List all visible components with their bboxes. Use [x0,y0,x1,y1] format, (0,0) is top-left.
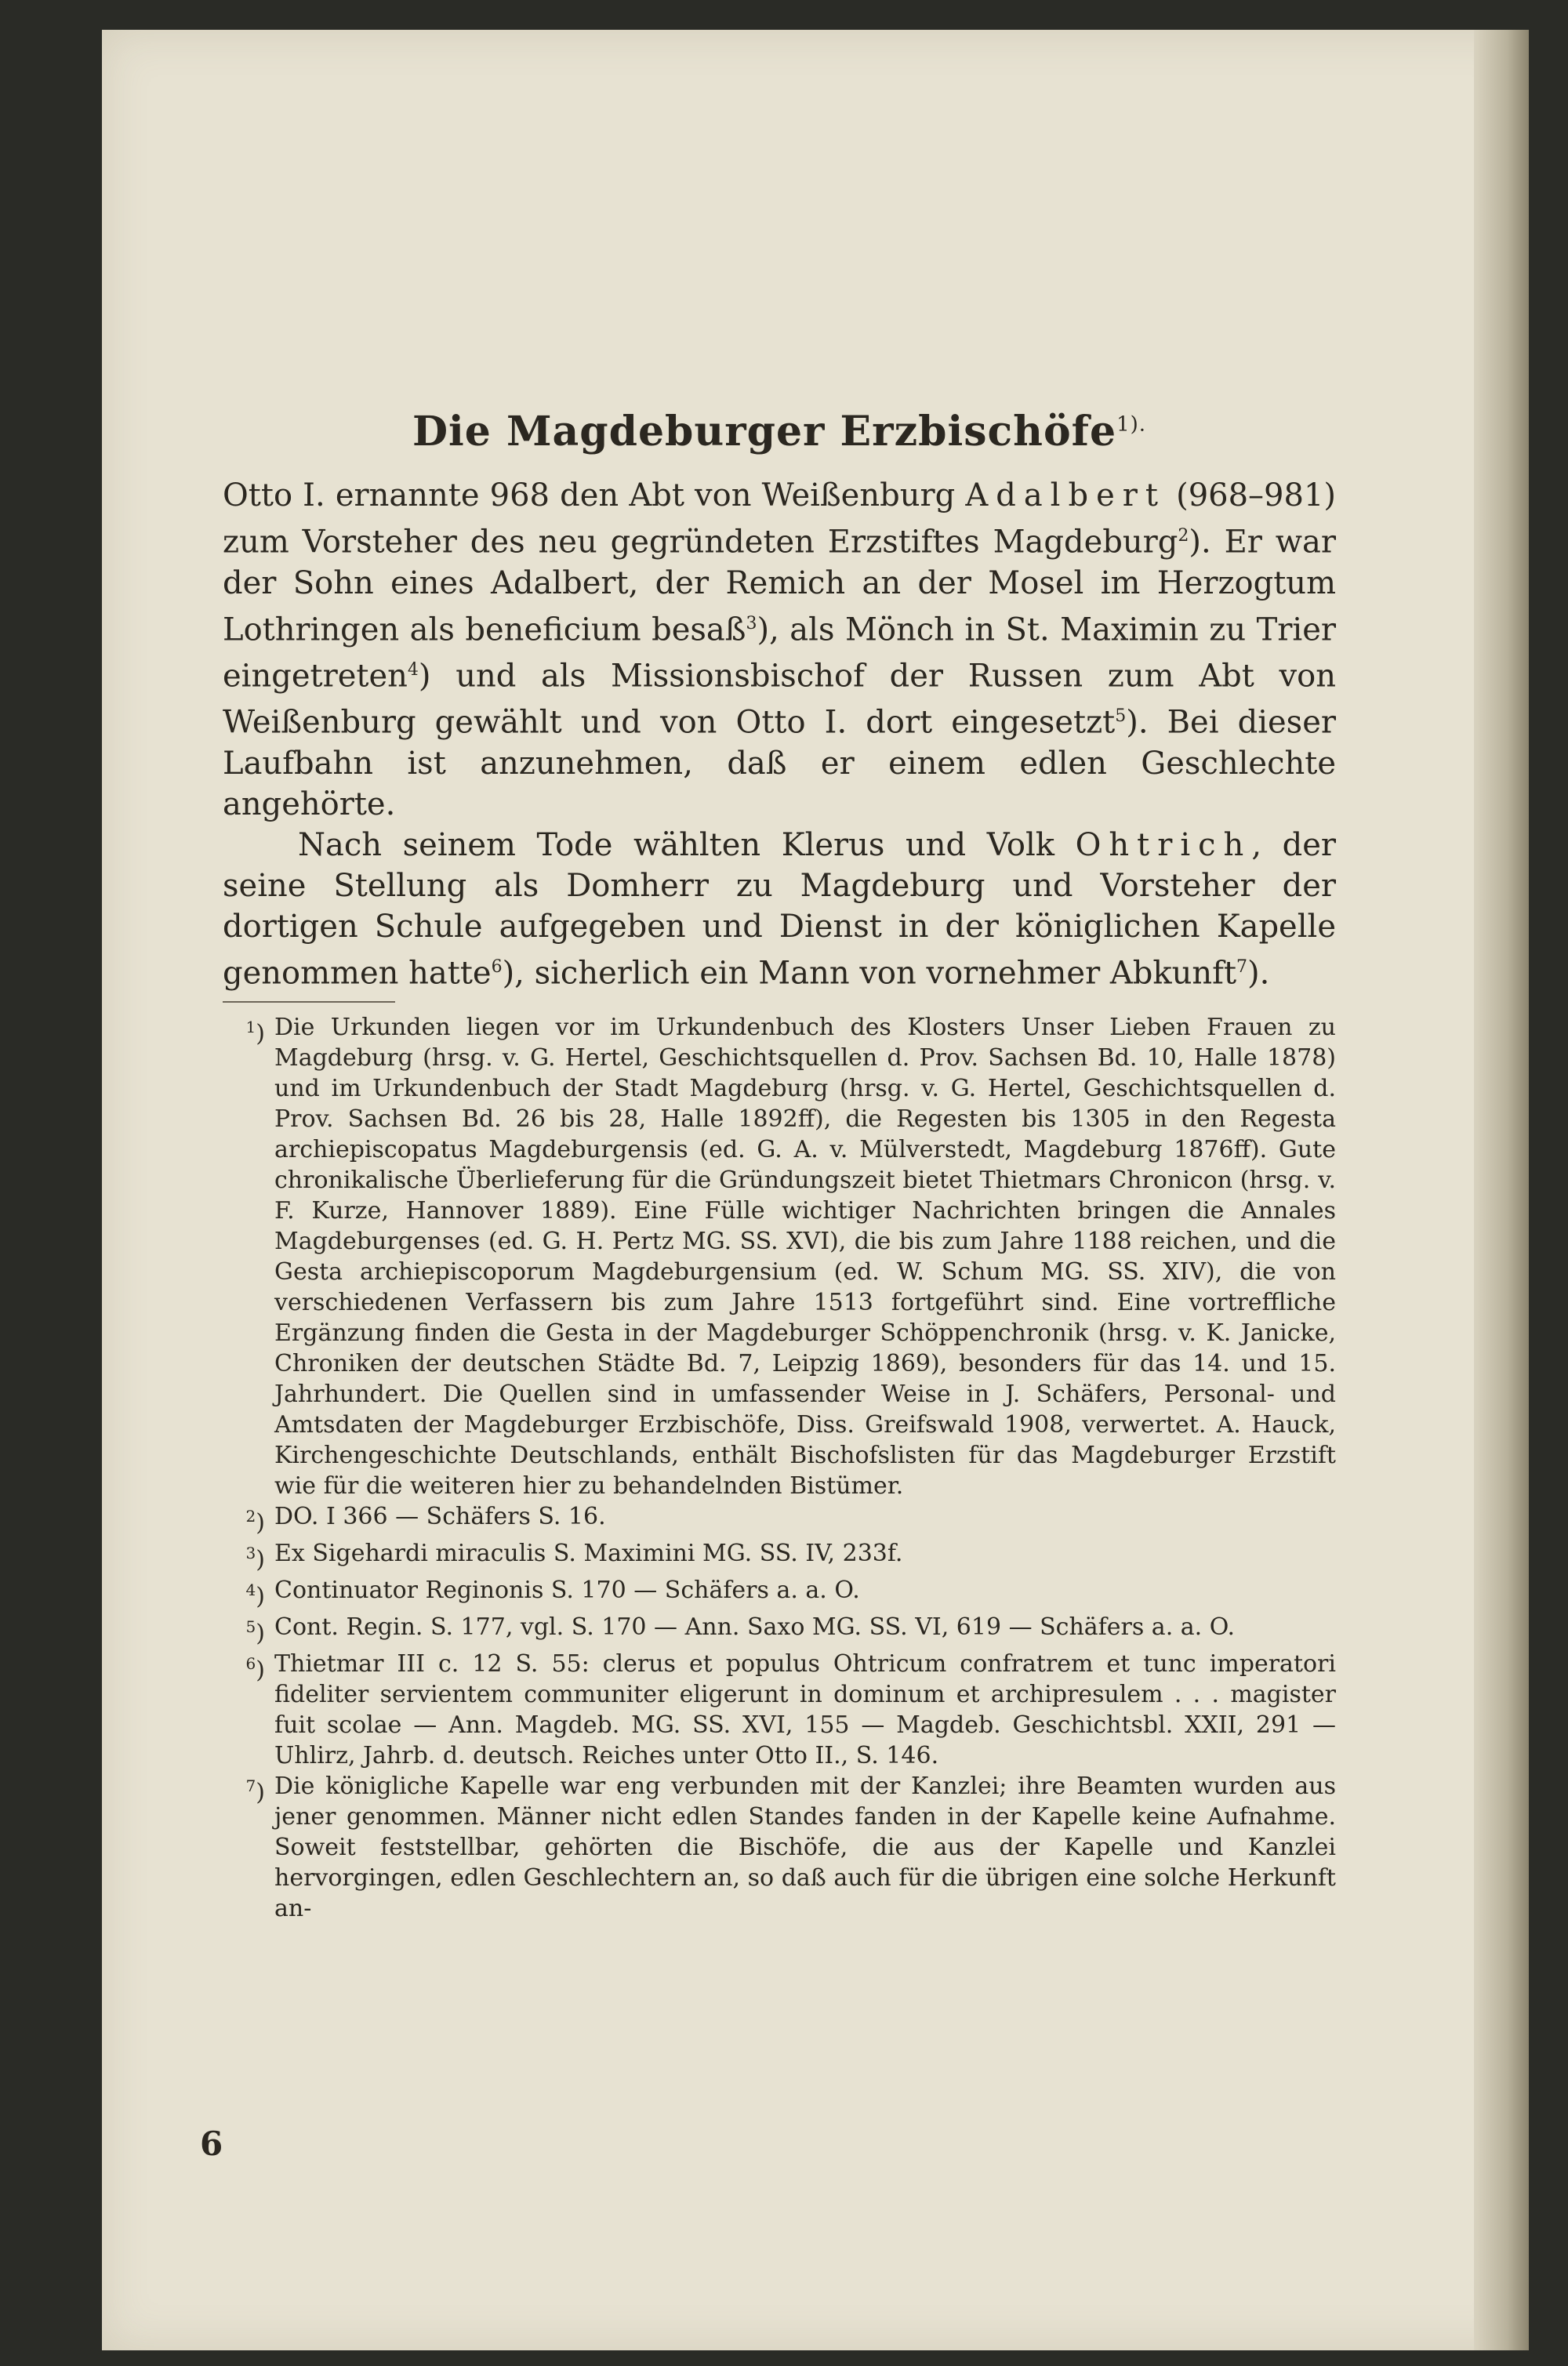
footnote-mark: $^4$) [245,1580,265,1611]
footnote-mark: $^3$) [245,1544,265,1574]
footnote-text: Die Urkunden liegen vor im Urkundenbuch des Klosters Unser Lieben Frauen zu Magdeburg (hrsg. v. G. Hertel, Geschichtsquellen d. Prov. Sachsen Bd. 10, Halle 1878) und im Urkundenbuch der Stadt Magdeburg (hrsg. v. G. Hertel, Geschichtsquellen d. Prov. Sachsen Bd. 26 bis 28, Halle 1892ff), die Regesten bis 1305 in den Regesta archiepiscopatus Magdeburgensis (ed. G. A. v. Mülverstedt, Magdeburg 1876ff). Gute chronikalische Überlieferung für die Gründungszeit bietet Thietmars Chronicon (hrsg. v. F. Kurze, Hannover 1889). Eine Fülle wichtiger Nachrichten bringen die Annales Magdeburgenses (ed. G. H. Pertz MG. SS. XVI), die bis zum Jahre 1188 reichen, und die Gesta archiepiscoporum Magdeburgensium (ed. W. Schum MG. SS. XIV), die von verschiedenen Verfassern bis zum Jahre 1513 fortgeführt sind. Eine vortreffliche Ergänzung finden die Gesta in der Magdeburger Schöppenchronik (hrsg. v. K. Janicke, Chroniken der deutschen Städte Bd. 7, Leipzig 1869), besonders für das 14. und 15. Jahrhundert. Die Quellen sind in umfassender Weise in J. Schäfers, Personal- und Amtsdaten der Magdeburger Erzbischöfe, Diss. Greifswald 1908, verwertet. A. Hauck, Kirchengeschichte Deutschlands, enthält Bischofslisten für das Magdeburger Erzstift wie für die weiteren hier zu behandelnden Bistümer. [274,1014,1336,1501]
footnote-number: 3 [245,1544,256,1563]
body-paragraph [223,475,1336,824]
footnote-reference: 6 [491,956,503,977]
page-content [223,408,1336,1924]
footnote-reference: 3 [746,613,757,633]
footnote-text: Continuator Reginonis S. 170 — Schäfers a. a. O. [274,1577,860,1605]
body-text-span: ) und als Missionsbischof der Russen zum Abt von Weißenburg gewählt und von Otto I. dort eingesetzt [223,658,1336,741]
body-text-span: , der seine Stellung als Domherr zu Magdeburg und Vorsteher der dortigen Schule aufgegeben und Dienst in der königlichen Kapelle genommen hatte [223,826,1337,992]
footnote-number: 2 [245,1507,256,1526]
body-paragraph [223,825,1336,993]
body-text-span: ), sicherlich ein Mann von vornehmer Abkunft [502,955,1237,992]
footnote-reference: 7 [1236,956,1248,977]
footnote-number: 6 [245,1654,256,1674]
footnotes [223,1012,1336,1924]
body-text-span: Otto I. ernannte 968 den Abt von Weißenburg [223,477,966,514]
footnote-number: 1 [245,1018,256,1037]
footnote-text: Cont. Regin. S. 177, vgl. S. 170 — Ann. Saxo MG. SS. VI, 619 — Schäfers a. a. O. [274,1613,1236,1642]
footnote-number: 5 [245,1617,256,1637]
footnote-text: DO. I 366 — Schäfers S. 16. [274,1503,606,1531]
body-text-span: (968–981) zum Vorsteher des neu gegründeten Erzstiftes Magdeburg [223,477,1337,561]
book-gutter [1474,30,1529,2350]
footnote [223,1771,1336,1924]
spaced-name: Ohtrich [1075,826,1252,863]
footnote-reference: 4 [407,660,419,680]
footnote-text: Ex Sigehardi miraculis S. Maximini MG. SS. IV, 233f. [274,1540,903,1568]
footnote [223,1012,1336,1501]
body-text-span: ). Er war der Sohn eines Adalbert, der Remich an der Mosel im Herzogtum Lothringen als beneficium besaß [223,524,1336,648]
footnote [223,1501,1336,1538]
footnote-rule [223,1001,395,1003]
footnote-reference: 5 [1115,706,1127,727]
body-text-span: ), als Mönch in St. Maximin zu Trier eingetreten [223,611,1337,695]
spaced-name: Adalbert [965,477,1166,514]
footnote-number: 4 [245,1580,256,1600]
footnote [223,1649,1336,1771]
body-text-span: ). [1247,955,1270,992]
chapter-title-footnote-mark: 1). [1116,412,1147,437]
footnote [223,1612,1336,1649]
footnote-mark: $^6$) [245,1654,265,1685]
chapter-title-text: Die Magdeburger Erzbischöfe [412,408,1117,455]
page-number: 6 [200,2125,223,2163]
footnote-number: 7 [245,1776,256,1796]
footnote-reference: 2 [1178,526,1189,546]
chapter-title [223,408,1336,456]
footnote-mark: $^2$) [245,1507,265,1537]
footnote-mark: $^1$) [245,1018,265,1048]
body-text-span: ). Bei dieser Laufbahn ist anzunehmen, daß er einem edlen Geschlechte angehörte. [223,704,1336,822]
body-text-span: Nach seinem Tode wählten Klerus und Volk [298,826,1076,863]
footnote-mark: $^5$) [245,1617,265,1648]
footnote-mark: $^7$) [245,1776,265,1807]
body-text [223,475,1336,993]
footnote [223,1575,1336,1612]
footnote-text: Die königliche Kapelle war eng verbunden mit der Kanzlei; ihre Beamten wurden aus jener genommen. Männer nicht edlen Standes fanden in der Kapelle keine Aufnahme. Soweit feststellbar, gehörten die Bischöfe, die aus der Kapelle und Kanzlei hervorgingen, edlen Geschlechtern an, so daß auch für die übrigen eine solche Herkunft an- [274,1773,1336,1923]
footnote-text: Thietmar III c. 12 S. 55: clerus et populus Ohtricum confratrem et tunc imperatori fideliter servientem communiter eligerunt in dominum et archipresulem . . . magister fuit scolae — Ann. Magdeb. MG. SS. XVI, 155 — Magdeb. Geschichtsbl. XXII, 291 — Uhlirz, Jahrb. d. deutsch. Reiches unter Otto II., S. 146. [274,1650,1336,1770]
footnote [223,1538,1336,1575]
